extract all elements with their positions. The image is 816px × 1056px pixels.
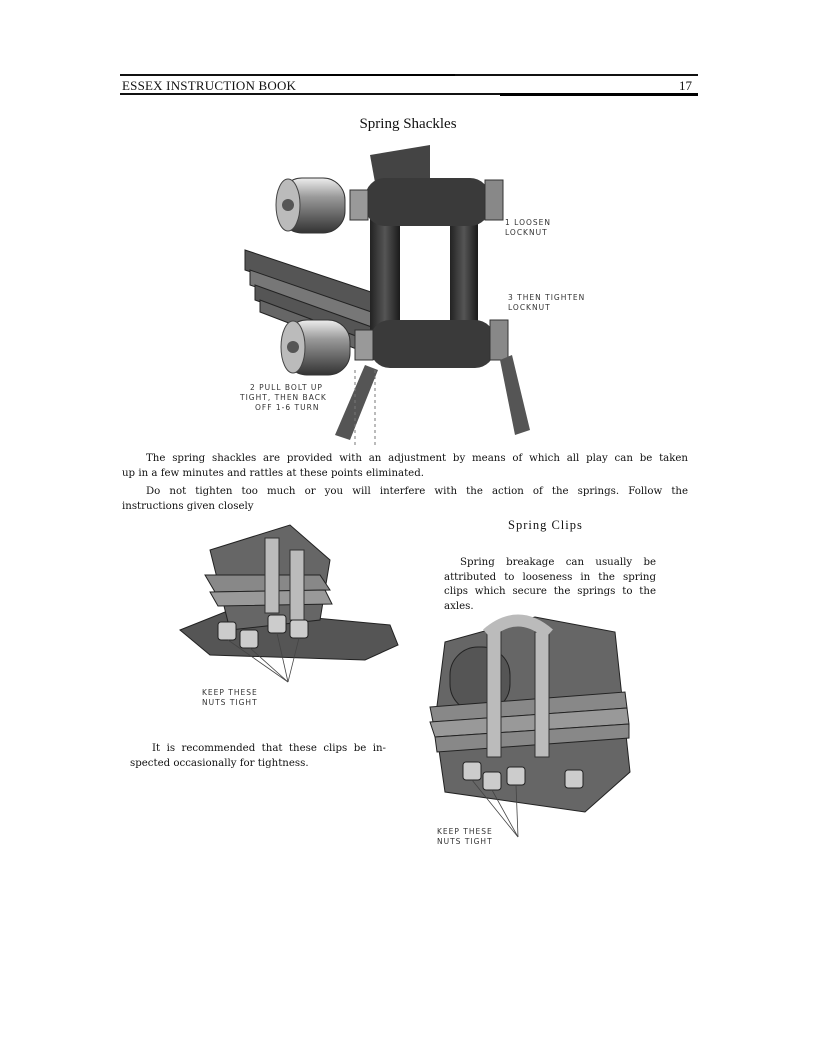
page-number: 17 bbox=[679, 78, 692, 93]
clip1-label-line1: KEEP THESE bbox=[202, 688, 258, 697]
shackles-paragraph-2-line2: instructions given closely bbox=[122, 501, 254, 512]
shackles-paragraph-2 bbox=[122, 484, 688, 514]
clips-paragraph-left bbox=[130, 741, 386, 771]
shackles-paragraph-2-line1: Do not tighten too much or you will interfere with the action of the springs. Follow the bbox=[146, 486, 688, 497]
book-title: ESSEX INSTRUCTION BOOK bbox=[122, 78, 297, 93]
shackles-paragraph-1-line1: The spring shackles are provided with an adjustment by means of which all play can be taken bbox=[146, 453, 688, 464]
label-step1-line1: 1 LOOSEN bbox=[505, 218, 551, 227]
header-rule-bottom-accent bbox=[500, 93, 698, 96]
spring-clip-illustration-2 bbox=[415, 612, 635, 852]
clip2-label-line2: NUTS TIGHT bbox=[437, 837, 493, 846]
heading-spring-clips: Spring Clips bbox=[508, 518, 583, 532]
spring-shackle-illustration bbox=[230, 140, 610, 450]
clips-paragraph-right-text: Spring breakage can usually be attributed to looseness in the spring clips which secure the springs to the axles. bbox=[444, 557, 656, 612]
label-step3-line2: LOCKNUT bbox=[508, 303, 551, 312]
page-header bbox=[120, 74, 698, 98]
label-step3-line1: 3 THEN TIGHTEN bbox=[508, 293, 586, 302]
clips-paragraph-right bbox=[444, 556, 656, 614]
shackles-paragraph-1 bbox=[122, 451, 688, 481]
shackles-paragraph-1-line2: up in a few minutes and rattles at these points eliminated. bbox=[122, 468, 424, 479]
clips-paragraph-left-text: It is recommended that these clips be in-spected occasionally for tightness. bbox=[130, 743, 386, 769]
label-step2-line1: 2 PULL BOLT UP bbox=[250, 383, 323, 392]
label-step2-line3: OFF 1-6 TURN bbox=[255, 403, 320, 412]
label-step1-line2: LOCKNUT bbox=[505, 228, 548, 237]
clip2-label-line1: KEEP THESE bbox=[437, 827, 493, 836]
heading-spring-shackles: Spring Shackles bbox=[359, 116, 457, 132]
spring-clip-illustration-1 bbox=[170, 520, 405, 715]
header-rule-top-accent bbox=[270, 74, 455, 76]
clip1-label-line2: NUTS TIGHT bbox=[202, 698, 258, 707]
label-step2-line2: TIGHT, THEN BACK bbox=[240, 393, 327, 402]
